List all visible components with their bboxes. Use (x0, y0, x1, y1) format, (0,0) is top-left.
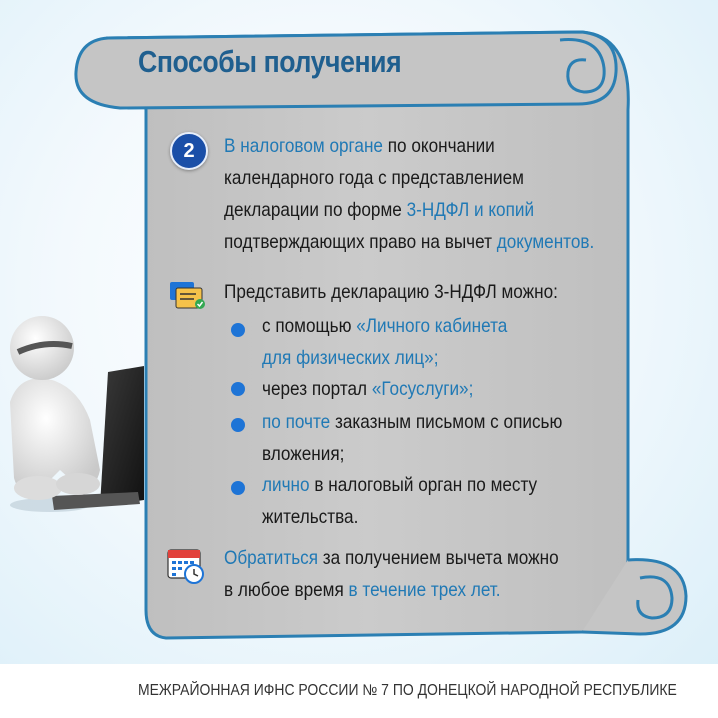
text-line (262, 501, 623, 533)
body-text: декларации по форме (224, 199, 407, 221)
body-text: подтверждающих право на вычет (224, 231, 497, 253)
section-deadline (224, 542, 634, 606)
body-text: календарного года с представлением (224, 167, 524, 189)
section-tax-office (224, 130, 634, 258)
highlighted-text: для физических лиц»; (262, 347, 439, 369)
section-submit-declaration (224, 276, 634, 308)
body-text: с помощью (262, 315, 357, 337)
highlighted-text: «Личного кабинета (356, 315, 508, 337)
footer-organization-name: МЕЖРАЙОННАЯ ИФНС РОССИИ № 7 ПО ДОНЕЦКОЙ НАРОДНОЙ РЕСПУБЛИКЕ (138, 682, 677, 699)
highlighted-text: документов. (496, 231, 595, 253)
text-line (224, 194, 585, 226)
bullet-dot (231, 382, 245, 396)
bullet-dot (231, 481, 245, 495)
calendar-clock-icon (168, 550, 203, 583)
body-text: по окончании (382, 135, 495, 157)
text-line (262, 406, 623, 438)
highlighted-text: «Госуслуги»; (371, 378, 474, 400)
list-item (262, 310, 672, 374)
body-text: в налоговый орган по месту (309, 474, 538, 496)
highlighted-text: по почте (262, 411, 331, 433)
text-line (262, 438, 623, 470)
body-text: заказным письмом с описью (330, 411, 563, 433)
text-line (224, 130, 585, 162)
body-text: через портал (262, 378, 372, 400)
page-title: Способы получения (138, 44, 402, 79)
person-laptop-illustration (10, 316, 144, 512)
bullet-dot (231, 323, 245, 337)
list-item (262, 469, 672, 533)
body-text: в любое время (224, 579, 349, 601)
text-line (262, 373, 623, 405)
list-item (262, 406, 672, 470)
highlighted-text: 3-НДФЛ и копий (406, 199, 535, 221)
body-text: жительства. (262, 506, 359, 528)
body-text: вложения; (262, 443, 345, 465)
body-text: за получением вычета можно (318, 547, 559, 569)
step-number-badge: 2 (170, 132, 208, 170)
intro-text: Представить декларацию 3-НДФЛ можно: (224, 281, 558, 303)
bullet-dot (231, 418, 245, 432)
text-line (224, 542, 585, 574)
text-line (262, 342, 623, 374)
highlighted-text: в течение трех лет. (348, 579, 501, 601)
list-item (262, 373, 672, 405)
text-line (224, 574, 585, 606)
text-line (224, 162, 585, 194)
highlighted-text: лично (262, 474, 310, 496)
highlighted-text: Обратиться (224, 547, 319, 569)
text-line (262, 310, 623, 342)
text-line (262, 469, 623, 501)
text-line (224, 226, 595, 258)
highlighted-text: В налоговом органе (224, 135, 383, 157)
